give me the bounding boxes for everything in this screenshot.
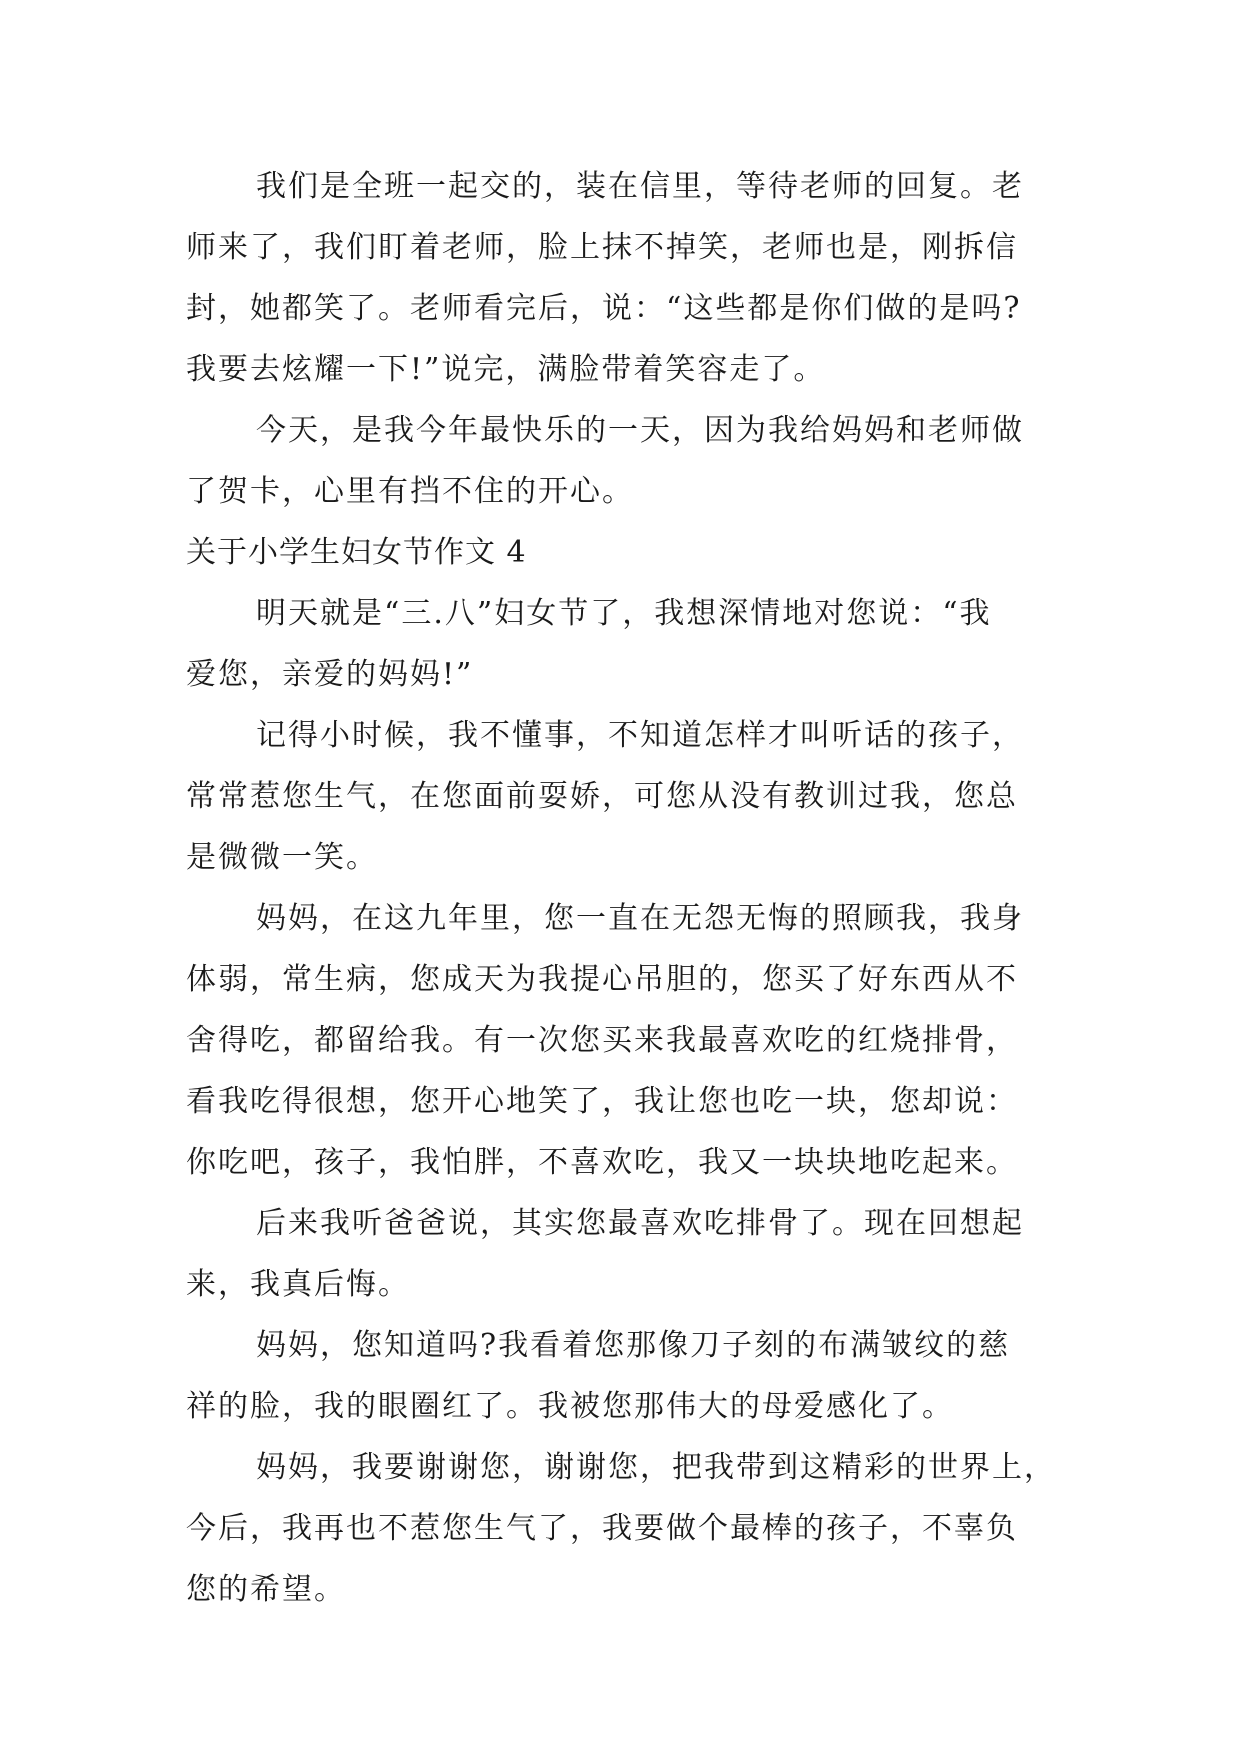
- text-line: 今天，是我今年最快乐的一天，因为我给妈妈和老师做: [256, 413, 1024, 448]
- text-line: 明天就是“三.八”妇女节了，我想深情地对您说：“我: [256, 596, 992, 631]
- text-line: 常常惹您生气，在您面前耍娇，可您从没有教训过我，您总: [186, 779, 1018, 814]
- text-line: 后来我听爸爸说，其实您最喜欢吃排骨了。现在回想起: [256, 1206, 1024, 1241]
- document-page: [186, 156, 1066, 1620]
- text-line: 祥的脸，我的眼圈红了。我被您那伟大的母爱感化了。: [186, 1389, 954, 1424]
- text-line: 舍得吃，都留给我。有一次您买来我最喜欢吃的红烧排骨，: [186, 1023, 1018, 1058]
- text-line: 了贺卡，心里有挡不住的开心。: [186, 474, 634, 509]
- section-heading: 关于小学生妇女节作文 4: [186, 535, 527, 570]
- text-line: 封，她都笑了。老师看完后，说：“这些都是你们做的是吗?: [186, 291, 1022, 326]
- text-line: 看我吃得很想，您开心地笑了，我让您也吃一块，您却说：: [186, 1084, 1018, 1119]
- text-line: 您的希望。: [186, 1572, 346, 1607]
- text-line: 你吃吧，孩子，我怕胖，不喜欢吃，我又一块块地吃起来。: [186, 1145, 1018, 1180]
- text-line: 我们是全班一起交的，装在信里，等待老师的回复。老: [256, 169, 1024, 204]
- text-line: 妈妈，我要谢谢您，谢谢您，把我带到这精彩的世界上，: [256, 1450, 1056, 1485]
- text-line: 今后，我再也不惹您生气了，我要做个最棒的孩子，不辜负: [186, 1511, 1018, 1546]
- text-line: 是微微一笑。: [186, 840, 378, 875]
- text-line: 妈妈，在这九年里，您一直在无怨无悔的照顾我，我身: [256, 901, 1024, 936]
- text-line: 记得小时候，我不懂事，不知道怎样才叫听话的孩子，: [256, 718, 1024, 753]
- text-line: 爱您，亲爱的妈妈!”: [186, 657, 474, 692]
- text-line: 我要去炫耀一下!”说完，满脸带着笑容走了。: [186, 352, 826, 387]
- text-line: 妈妈，您知道吗?我看着您那像刀子刻的布满皱纹的慈: [256, 1328, 1011, 1363]
- text-line: 来，我真后悔。: [186, 1267, 410, 1302]
- text-line: 师来了，我们盯着老师，脸上抹不掉笑，老师也是，刚拆信: [186, 230, 1018, 265]
- text-line: 体弱，常生病，您成天为我提心吊胆的，您买了好东西从不: [186, 962, 1018, 997]
